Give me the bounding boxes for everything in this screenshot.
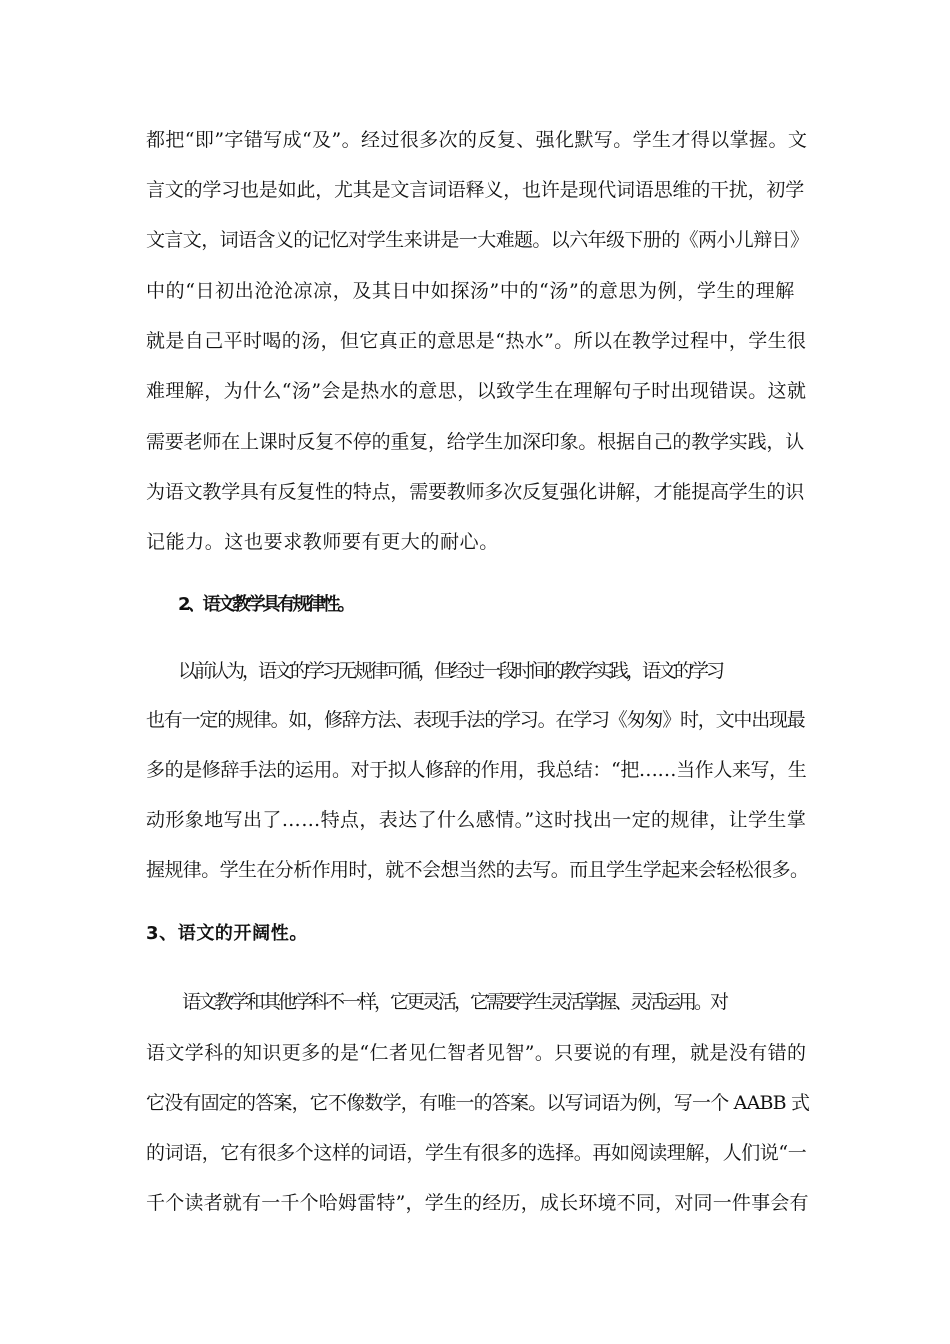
paragraph-3-line-5: 千个读者就有一千个哈姆雷特”，学生的经历，成长环境不同，对同一件事会有	[146, 1192, 809, 1214]
paragraph-1-line-3: 文言文，词语含义的记忆对学生来讲是一大难题。以六年级下册的《两小儿辩日》	[146, 229, 809, 251]
paragraph-3-line-2: 语文学科的知识更多的是“仁者见仁智者见智”。只要说的有理，就是没有错的	[146, 1042, 807, 1064]
paragraph-1-line-2: 言文的学习也是如此，尤其是文言词语释义，也许是现代词语思维的干扰，初学	[146, 179, 805, 201]
section-heading-3: 3、语文的开阔性。	[146, 923, 308, 944]
paragraph-3-line-1: 语文教学和其他学科不一样，它更灵活，它需要学生灵活掌握、灵活运用。对	[182, 991, 727, 1013]
paragraph-1-line-5: 就是自己平时喝的汤，但它真正的意思是“热水”。所以在教学过程中，学生很	[146, 330, 807, 352]
paragraph-1-line-8: 为语文教学具有反复性的特点，需要教师多次反复强化讲解，才能提高学生的识	[146, 481, 805, 503]
paragraph-1-line-6: 难理解，为什么“汤”会是热水的意思，以致学生在理解句子时出现错误。这就	[146, 380, 807, 402]
paragraph-3-line-3: 它没有固定的答案，它不像数学，有唯一的答案。以写词语为例，写一个 AABB 式	[146, 1092, 810, 1114]
paragraph-1-line-9: 记能力。这也要求教师要有更大的耐心。	[146, 531, 499, 553]
paragraph-2-line-1: 以前认为，语文的学习无规律可循，但经过一段时间的教学实践，语文的学习	[178, 660, 723, 682]
paragraph-1-line-1: 都把“即”字错写成“及”。经过很多次的反复、强化默写。学生才得以掌握。文	[146, 129, 808, 151]
paragraph-1-line-4: 中的“日初出沧沧凉凉，及其日中如探汤”中的“汤”的意思为例，学生的理解	[146, 280, 795, 302]
paragraph-2-line-2: 也有一定的规律。如，修辞方法、表现手法的学习。在学习《匆匆》时，文中出现最	[146, 709, 805, 731]
paragraph-1-line-7: 需要老师在上课时反复不停的重复，给学生加深印象。根据自己的教学实践，认	[146, 431, 805, 453]
paragraph-2-line-3: 多的是修辞手法的运用。对于拟人修辞的作用，我总结：“把……当作人来写，生	[146, 759, 807, 781]
paragraph-2-line-4: 动形象地写出了……特点，表达了什么感情。”这时找出一定的规律，让学生掌	[146, 809, 807, 831]
paragraph-3-line-4: 的词语，它有很多个这样的词语，学生有很多的选择。再如阅读理解，人们说“一	[146, 1142, 807, 1164]
section-heading-2: 2、语文教学具有规律性。	[178, 594, 353, 615]
paragraph-2-line-5: 握规律。学生在分析作用时，就不会想当然的去写。而且学生学起来会轻松很多。	[146, 859, 809, 881]
